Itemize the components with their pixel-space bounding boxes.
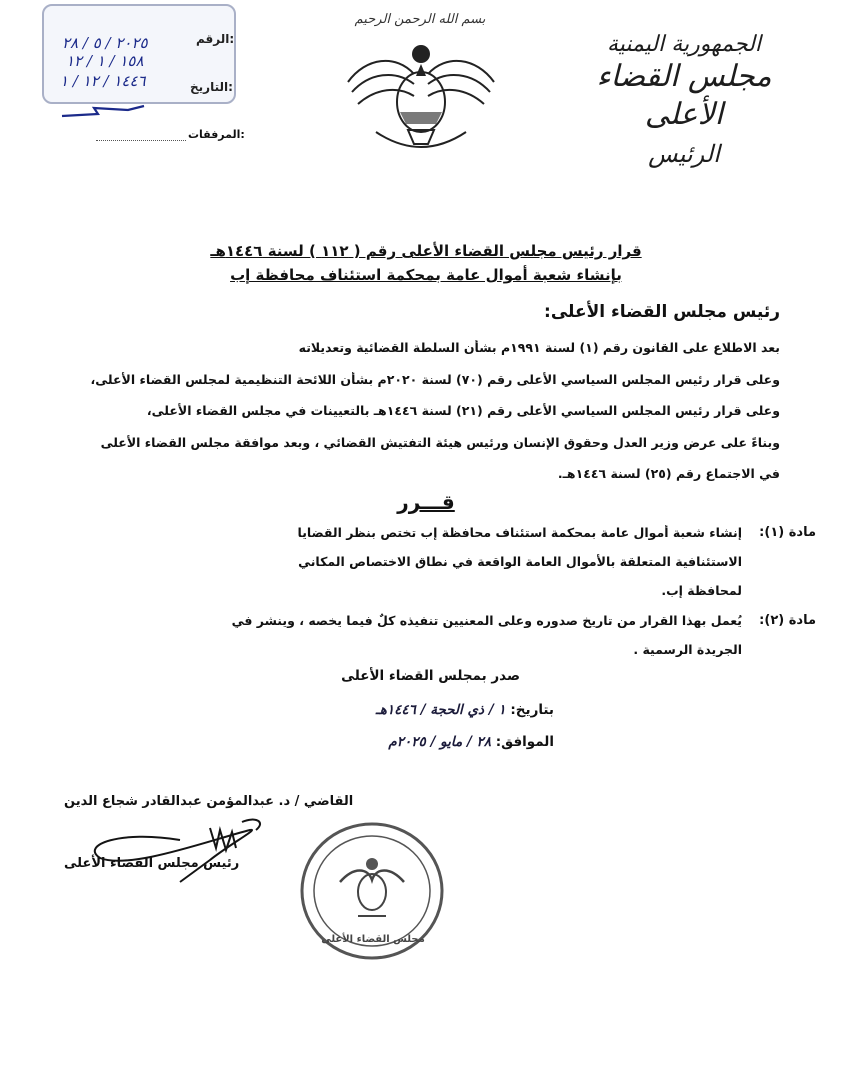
- president-title: الرئيس: [648, 140, 720, 168]
- article-1-line: الاستئنافية المتعلقة بالأموال العامة الواقعة في نطاق الاختصاص المكاني: [298, 554, 742, 569]
- handwritten-signature-icon: [60, 800, 280, 890]
- decree-title-line1: قرار رئيس مجلس القضاء الأعلى رقم ( ١١٢ ) لسنة ١٤٤٦هـ: [210, 242, 642, 260]
- letterhead: [584, 32, 784, 170]
- issued-date-label: بتاريخ:: [510, 702, 554, 718]
- reference-stamp-date: ٢٠٢٥ / ٥ / ٢٨: [62, 34, 148, 52]
- article-1-label: مادة (١):: [759, 525, 816, 540]
- issued-corr-value: ٢٨ / مايو / ٢٠٢٥م: [388, 734, 492, 750]
- eagle-emblem-icon: [336, 12, 506, 162]
- preamble-line: في الاجتماع رقم (٢٥) لسنة ١٤٤٦هـ.: [557, 466, 780, 481]
- republic-name: الجمهورية اليمنية: [606, 32, 762, 57]
- seal-caption: مجلس القضاء الأعلى: [321, 934, 425, 945]
- reference-date-label: التاريخ:: [190, 80, 233, 94]
- council-name: مجلس القضاء الأعلى: [596, 59, 772, 132]
- initials-scribble-icon: [58, 98, 148, 124]
- preamble-line: وعلى قرار رئيس المجلس السياسي الأعلى رقم (٧٠) لسنة ٢٠٢٠م بشأن اللائحة التنظيمية لمجلس القضاء الأعلى،: [90, 372, 780, 387]
- decree-title-line2: بإنشاء شعبة أموال عامة بمحكمة استئناف محافظة إب: [230, 266, 622, 284]
- decided-heading: قـــرر: [397, 490, 455, 514]
- signatory-title: رئيس مجلس القضاء الأعلى: [64, 856, 240, 871]
- issued-date-row: [376, 702, 554, 718]
- article-1-line: إنشاء شعبة أموال عامة بمحكمة استئناف محافظة إب تختص بنظر القضايا: [297, 525, 742, 540]
- issuer-heading: رئيس مجلس القضاء الأعلى:: [544, 302, 780, 322]
- reference-number-label: الرقم:: [196, 32, 235, 46]
- preamble-line: بعد الاطلاع على القانون رقم (١) لسنة ١٩٩١م بشأن السلطة القضائية وتعديلاته: [298, 340, 780, 355]
- reference-number-value: ١٥٨ / ١ / ١٢: [66, 52, 144, 70]
- issued-date-value: ١ / ذي الحجة / ١٤٤٦هـ: [375, 702, 506, 718]
- article-2-line: يُعمل بهذا القرار من تاريخ صدوره وعلى المعنيين تنفيذه كلٌ فيما يخصه ، وينشر في: [231, 613, 742, 628]
- signatory-name: القاضي / د. عبدالمؤمن عبدالقادر شجاع الدين: [64, 794, 354, 809]
- preamble-line: وعلى قرار رئيس المجلس السياسي الأعلى رقم (٢١) لسنة ١٤٤٦هـ بالتعيينات في مجلس القضاء الأعلى،: [146, 403, 780, 418]
- preamble-line: وبناءً على عرض وزير العدل وحقوق الإنسان ورئيس هيئة التفتيش القضائي ، وبعد موافقة مجلس القضاء الأعلى: [100, 435, 780, 450]
- basmala: بسم الله الرحمن الرحيم: [354, 12, 486, 27]
- article-1-line: لمحافظة إب.: [661, 583, 742, 598]
- issued-by: صدر بمجلس القضاء الأعلى: [341, 668, 520, 684]
- article-2-label: مادة (٢):: [759, 613, 816, 628]
- reference-date-value: ١٤٤٦ / ١٢ / ١: [60, 72, 146, 90]
- attachments-label: المرفقات:: [188, 128, 245, 141]
- attachments-dotted-line: [96, 128, 186, 141]
- article-2-line: الجريدة الرسمية .: [633, 642, 742, 657]
- issued-corr-label: الموافق:: [495, 734, 554, 750]
- issued-corr-row: [388, 734, 554, 750]
